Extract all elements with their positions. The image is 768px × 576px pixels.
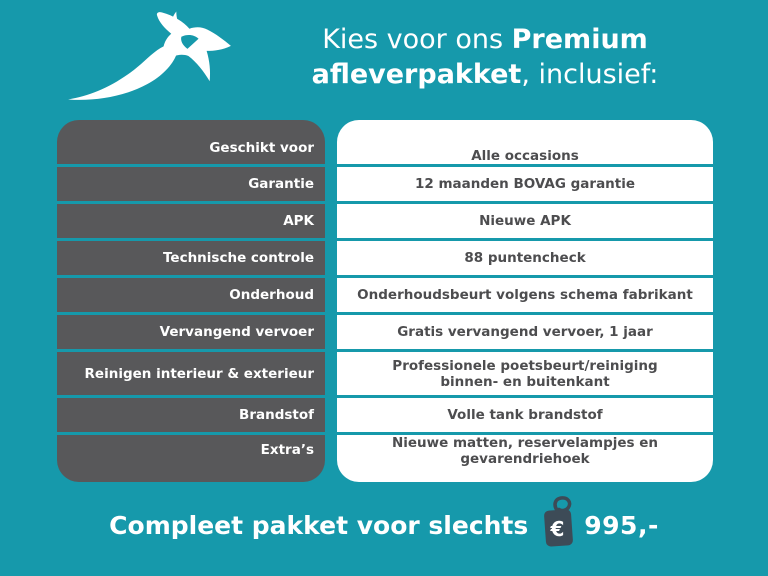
table-row-value xyxy=(337,435,713,482)
table-row-label xyxy=(57,352,325,395)
row-label: Brandstof xyxy=(239,407,314,423)
table-row-label xyxy=(57,435,325,482)
euro-symbol: € xyxy=(550,517,565,541)
table-row-label xyxy=(57,120,325,164)
feature-label-column xyxy=(57,120,325,482)
price-value: 995,- xyxy=(584,510,659,540)
table-row-value xyxy=(337,278,713,312)
title-line1-regular: Kies voor ons xyxy=(322,24,512,55)
table-row-label xyxy=(57,167,325,201)
table-row-value xyxy=(337,241,713,275)
price-tag-euro-icon xyxy=(538,495,578,555)
row-label: Technische controle xyxy=(163,250,314,266)
row-value: Onderhoudsbeurt volgens schema fabrikant xyxy=(357,287,693,303)
row-value: Nieuwe matten, reservelampjes en gevarendriehoek xyxy=(391,435,659,467)
table-row-value xyxy=(337,352,713,395)
row-label: APK xyxy=(283,213,314,229)
table-row-label xyxy=(57,241,325,275)
row-label: Reinigen interieur & exterieur xyxy=(84,365,314,382)
price-banner xyxy=(0,494,768,556)
table-row-value xyxy=(337,204,713,238)
row-value: 88 puntencheck xyxy=(464,250,586,266)
table-row-label xyxy=(57,315,325,349)
title-line1-bold: Premium xyxy=(511,24,648,55)
row-label: Garantie xyxy=(248,176,314,192)
table-row-label xyxy=(57,278,325,312)
row-value: Alle occasions xyxy=(471,148,579,164)
row-label: Onderhoud xyxy=(229,287,314,303)
title-line2-regular: , inclusief: xyxy=(521,59,659,90)
page-title xyxy=(250,22,720,92)
row-value: Nieuwe APK xyxy=(479,213,571,229)
row-label: Vervangend vervoer xyxy=(159,324,314,340)
row-value: Professionele poetsbeurt/reiniging binnen- en buitenkant xyxy=(392,357,658,390)
row-label: Geschikt voor xyxy=(209,140,314,156)
row-value: Volle tank brandstof xyxy=(447,407,603,423)
table-row-label xyxy=(57,204,325,238)
row-value: Gratis vervangend vervoer, 1 jaar xyxy=(397,324,653,340)
price-banner-text: Compleet pakket voor slechts xyxy=(109,510,529,540)
table-row-value xyxy=(337,315,713,349)
title-line2-bold: afleverpakket xyxy=(311,59,522,90)
table-row-value xyxy=(337,398,713,432)
lapwing-bird-logo xyxy=(58,6,240,108)
table-row-value xyxy=(337,167,713,201)
row-value: 12 maanden BOVAG garantie xyxy=(414,176,636,192)
row-label: Extra’s xyxy=(260,442,314,458)
table-row-value xyxy=(337,120,713,164)
feature-value-column xyxy=(337,120,713,482)
package-feature-table xyxy=(57,120,713,482)
table-row-label xyxy=(57,398,325,432)
header xyxy=(0,0,768,112)
